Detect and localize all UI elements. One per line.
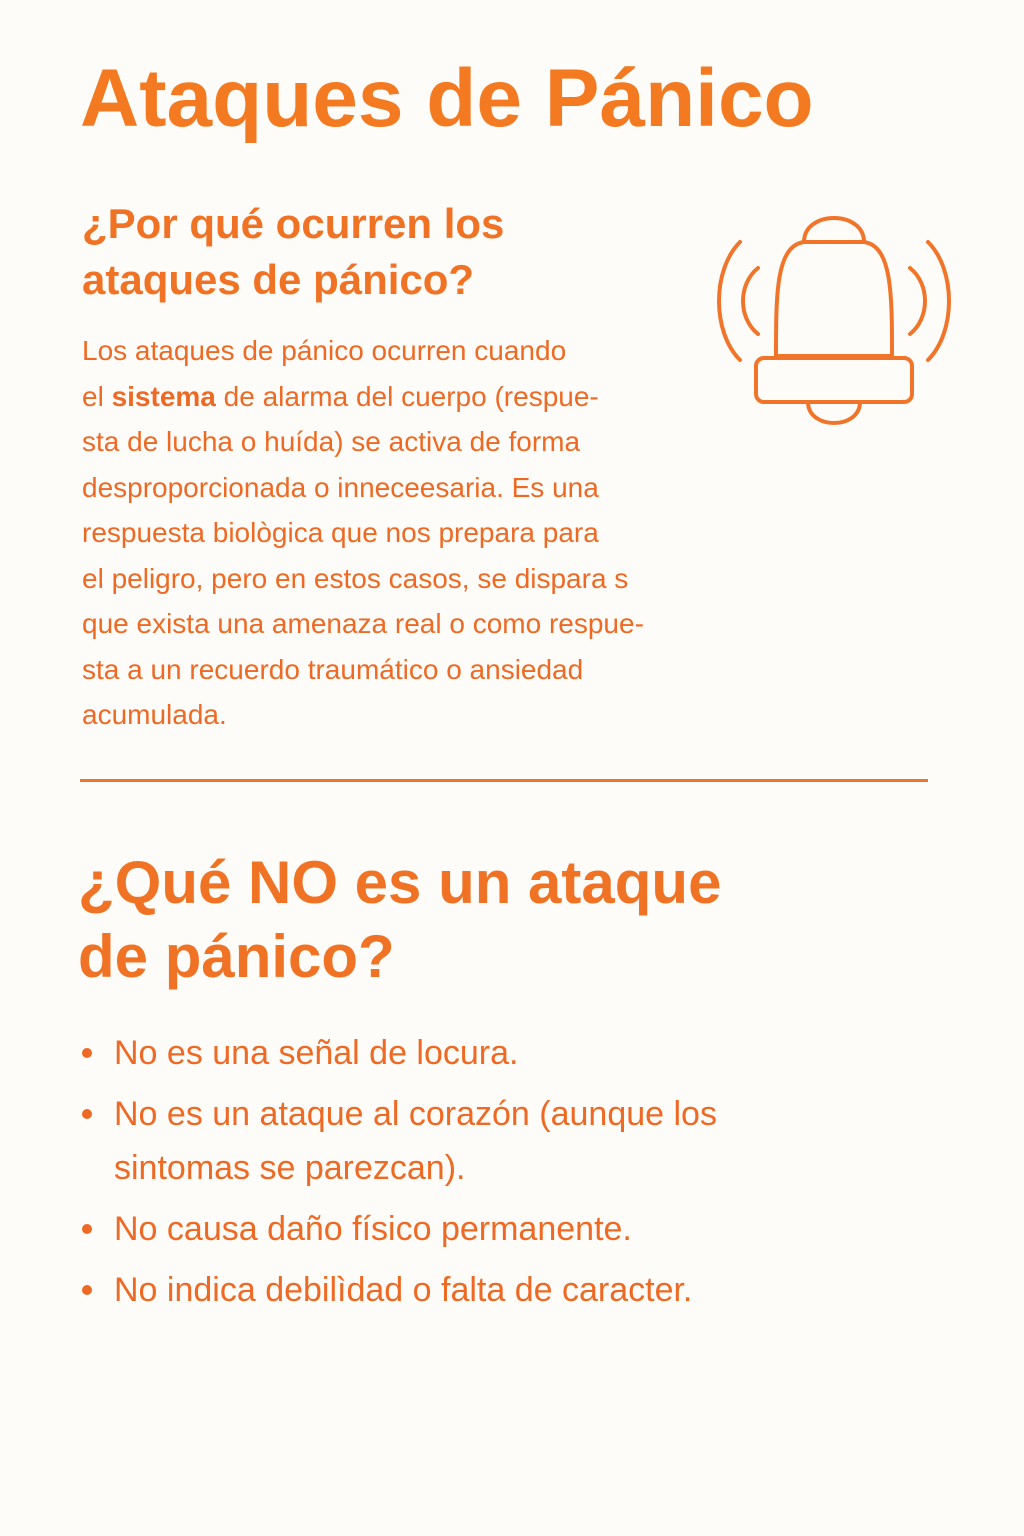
paragraph-text: respuesta biològica que nos prepara para [82, 517, 599, 548]
explanation-paragraph [82, 328, 742, 738]
heading-line: ¿Qué NO es un ataque [78, 849, 722, 916]
page-title: Ataques de Pánico [80, 53, 814, 144]
list-item-text: No causa daño físico permanente. [114, 1210, 632, 1248]
heading-line: ¿Por qué ocurren los [82, 200, 505, 247]
paragraph-line [82, 556, 742, 602]
paragraph-line [82, 465, 742, 511]
paragraph-text: acumulada. [82, 699, 227, 730]
list-item-text: sintomas se parezcan). [114, 1149, 466, 1187]
paragraph-text: el peligro, pero en estos casos, se dispara s [82, 562, 629, 594]
paragraph-line [82, 692, 742, 738]
paragraph-line [82, 510, 742, 556]
emphasized-word: sistema [111, 380, 216, 412]
section-heading-what-not [78, 846, 838, 994]
paragraph-line [82, 328, 742, 374]
section-divider [80, 779, 928, 782]
paragraph-line [82, 647, 742, 693]
list-item [80, 1202, 860, 1256]
paragraph-line [82, 374, 742, 420]
list-item [80, 1026, 860, 1080]
list-item-text: No indica debilìdad o falta de caracter. [114, 1271, 693, 1309]
bullet-dot-icon [82, 1224, 92, 1234]
list-item [80, 1087, 860, 1195]
paragraph-text: que exista una amenaza real o como respue- [82, 608, 644, 639]
list-item-text: No es un ataque al corazón (aunque los [114, 1095, 717, 1133]
section-heading-why [82, 196, 682, 308]
paragraph-text: de alarma del cuerpo (respue- [215, 380, 599, 412]
paragraph-text: desproporcionada o inneceesaria. Es una [82, 471, 599, 503]
not-panic-list [80, 1026, 860, 1324]
paragraph-line [82, 419, 742, 465]
bell-ringing-icon [712, 204, 956, 432]
bullet-dot-icon [82, 1285, 92, 1295]
bullet-dot-icon [82, 1048, 92, 1058]
paragraph-text: Los ataques de pánico ocurren cuando [82, 335, 567, 366]
bullet-dot-icon [82, 1109, 92, 1119]
paragraph-text: el [82, 380, 112, 412]
list-item [80, 1263, 860, 1317]
paragraph-line [82, 601, 742, 647]
paragraph-text: sta de lucha o huída) se activa de forma [82, 426, 581, 457]
list-item-text: No es una señal de locura. [114, 1034, 519, 1072]
heading-line: ataques de pánico? [82, 256, 475, 303]
heading-line: de pánico? [78, 923, 395, 990]
paragraph-text: sta a un recuerdo traumático o ansiedad [82, 653, 584, 685]
